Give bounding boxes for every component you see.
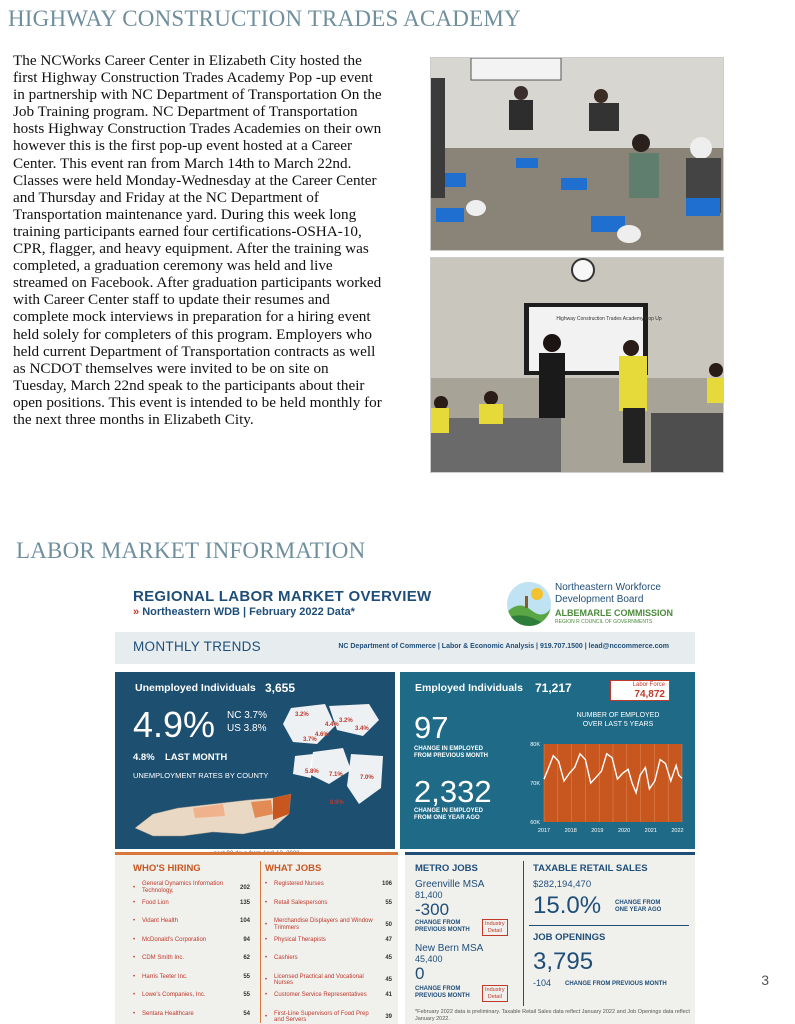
retail-change: 15.0%	[533, 892, 602, 919]
infographic-title: REGIONAL LABOR MARKET OVERVIEW	[133, 588, 432, 605]
detail-line-1: Industry	[485, 987, 505, 993]
chart-title	[548, 712, 688, 729]
jobs-name: Licensed Practical and Vocational Nurses	[274, 973, 364, 986]
bullet-icon: •	[133, 955, 136, 962]
detail-line-2: Detail	[487, 927, 502, 934]
retail-change-label-2: ONE YEAR AGO	[615, 907, 662, 913]
jobs-name: Merchandise Displayers and Window Trimmers	[274, 918, 373, 931]
hiring-count: 62	[243, 955, 250, 962]
list-item	[265, 974, 392, 987]
list-item	[265, 1011, 392, 1024]
bullet-icon: •	[133, 918, 136, 925]
unemployed-label: Unemployed Individuals	[135, 682, 256, 694]
screen-text: Highway Construction Trades Academy Pop Up	[556, 316, 662, 322]
openings-change-label: CHANGE FROM PREVIOUS MONTH	[565, 981, 667, 987]
jobs-name: Cashiers	[274, 955, 298, 961]
whos-hiring-title: WHO'S HIRING	[133, 863, 201, 874]
county-rate-8: 7.1%	[329, 772, 343, 778]
county-rate-7: 5.8%	[305, 769, 319, 775]
chart-title-1: NUMBER OF EMPLOYED	[576, 712, 660, 719]
us-rate: US 3.8%	[227, 723, 267, 734]
unemployment-rate: 4.9%	[133, 704, 216, 745]
metro2-change-label-1: CHANGE FROM	[415, 986, 461, 992]
county-rate-9: 7.0%	[360, 775, 374, 781]
hiring-name: McDonald's Corporation	[142, 936, 207, 943]
page-number: 3	[761, 972, 769, 988]
brand-name-1: Northeastern Workforce	[555, 582, 661, 593]
hiring-count: 104	[239, 918, 250, 925]
graduation-ceremony-image	[431, 258, 724, 473]
subtitle-text: Northeastern WDB | February 2022 Data*	[142, 606, 355, 618]
county-rate-1: 3.2%	[295, 712, 309, 718]
retail-change-label-1: CHANGE FROM	[615, 900, 661, 906]
brand-name-2: Development Board	[555, 594, 644, 605]
jobs-name: Retail Salespersons	[274, 899, 328, 906]
bullet-icon: •	[133, 992, 136, 999]
detail-line-2: Detail	[487, 993, 502, 1000]
bullet-icon: •	[265, 936, 268, 943]
openings-value: 3,795	[533, 948, 594, 975]
metro-panel	[405, 852, 695, 1024]
change-month-label-1: CHANGE IN EMPLOYED	[414, 746, 484, 752]
jobs-count: 45	[385, 977, 392, 983]
hiring-name: Harris Teeter Inc.	[142, 973, 188, 980]
y-tick-label: 60K	[530, 820, 540, 826]
hiring-count: 55	[243, 973, 250, 980]
change-year-label-2: FROM ONE YEAR AGO	[414, 815, 480, 821]
y-tick-label: 80K	[530, 742, 540, 748]
hiring-count: 135	[239, 899, 250, 906]
metro1-jobs: 81,400	[415, 890, 443, 900]
column-divider	[260, 861, 261, 1023]
county-rate-3: 3.2%	[339, 718, 353, 724]
jobs-name: Customer Service Representatives	[274, 992, 367, 998]
detail-line-1: Industry	[485, 921, 505, 927]
bullet-icon: •	[265, 1014, 268, 1020]
list-item	[133, 918, 250, 925]
metro1-industry-detail[interactable]	[482, 919, 508, 936]
footnote: *February 2022 data is preliminary. Taxable Retail Sales data reflect January 2022 and Job Openings data reflect January 2022.	[415, 1009, 690, 1022]
brand-name-3: ALBEMARLE COMMISSION	[555, 608, 673, 618]
nc-rate: NC 3.7%	[227, 710, 268, 721]
unemployed-value: 3,655	[265, 681, 296, 695]
monthly-trends-title: MONTHLY TRENDS	[133, 639, 261, 654]
county-rate-2: 4.4%	[325, 722, 339, 728]
hiring-name: General Dynamics Information Technology,	[142, 881, 224, 894]
jobs-count: 39	[385, 1014, 392, 1020]
training-photo	[430, 57, 724, 251]
labor-market-heading: LABOR MARKET INFORMATION	[16, 538, 366, 563]
county-rate-6: 3.7%	[303, 737, 317, 743]
list-item	[133, 974, 250, 981]
nc-county-map	[133, 784, 293, 844]
county-rate-10: 8.9%	[330, 800, 344, 806]
x-tick-label: 2021	[644, 828, 657, 834]
last-month-rate: 4.8%	[133, 752, 155, 763]
subtitle-arrow-icon: »	[133, 606, 140, 618]
bullet-icon: •	[265, 899, 268, 906]
board-brand	[555, 582, 695, 625]
labor-force-value: 74,872	[634, 689, 665, 700]
metro1-change-label-2: PREVIOUS MONTH	[415, 927, 470, 933]
metro2-jobs: 45,400	[415, 954, 443, 964]
change-year-label-1: CHANGE IN EMPLOYED	[414, 808, 484, 814]
trends-source: NC Department of Commerce | Labor & Economic Analysis | 919.707.1500 | lead@nccommerce.com	[338, 643, 669, 650]
jobs-count: 41	[385, 992, 392, 999]
county-label: UNEMPLOYMENT RATES BY COUNTY	[133, 771, 269, 780]
metro-jobs-title: METRO JOBS	[415, 863, 478, 874]
landscape-logo-icon	[507, 582, 551, 626]
metro2-industry-detail[interactable]	[482, 985, 508, 1002]
jobs-name: Physical Therapists	[274, 936, 326, 943]
hiring-count: 94	[243, 936, 250, 943]
retail-divider	[529, 925, 689, 926]
hiring-name: Sentara Healthcare	[142, 1010, 194, 1017]
employed-label: Employed Individuals	[415, 682, 523, 694]
jobs-count: 47	[385, 936, 392, 943]
chart-title-2: OVER LAST 5 YEARS	[582, 720, 654, 728]
unemployed-panel	[115, 672, 395, 849]
jobs-name: First-Line Supervisors of Food Prep and Servers	[274, 1010, 369, 1023]
bullet-icon: •	[133, 899, 136, 906]
list-item	[133, 937, 250, 944]
labor-force-label: Labor Force	[632, 682, 665, 688]
list-item	[133, 1011, 250, 1018]
retail-value: $282,194,470	[533, 879, 592, 890]
retail-title: TAXABLE RETAIL SALES	[533, 863, 648, 874]
list-item	[265, 955, 392, 962]
list-item	[265, 992, 392, 999]
bullet-icon: •	[133, 1010, 136, 1017]
employment-line-chart	[518, 734, 690, 849]
x-tick-label: 2017	[537, 828, 551, 834]
list-item	[133, 881, 250, 894]
bullet-icon: •	[265, 921, 268, 928]
y-tick-label: 70K	[530, 781, 540, 787]
metro2-change: 0	[415, 964, 425, 983]
hiring-count: 202	[239, 884, 250, 891]
county-rate-4: 4.6%	[315, 732, 329, 738]
list-item	[265, 881, 392, 888]
metro1-change: -300	[415, 900, 450, 919]
bullet-icon: •	[265, 977, 268, 983]
county-rate-5: 3.4%	[355, 726, 369, 732]
bullet-icon: •	[265, 992, 268, 999]
change-month-value: 97	[414, 710, 449, 745]
article-body: The NCWorks Career Center in Elizabeth City hosted the first Highway Construction Trades Academy Pop -up event in partnership with NC Department of Transportation On the Job Training program. NC Department of Transportation hosts Highway Construction Trades Academies on their own however this is the first pop-up event hosted at a Career Center. This event ran from March 14th to March 22nd. Classes were held Monday-Wednesday at the Career Center and Thursday and Friday at the NC Department of Transportation maintenance yard. During this week long training participants earned four certifications-OSHA-10, CPR, flagger, and heavy equipment. After the training was completed, a graduation ceremony was held and live streamed on Facebook. After graduation participants worked with Career Center staff to update their resumes and complete mock interviews in preparation for a hiring event held solely for completers of this program. Employers who held current Department of Transportation contracts as well as NCDOT themselves were invited to be on site on Tuesday, March 22nd speak to the participants about their open positions. This event is intended to be held monthly for the next three months in Elizabeth City.	[13, 52, 382, 428]
infographic-subtitle	[133, 606, 355, 618]
hiring-name: Lowe's Companies, Inc.	[142, 992, 206, 998]
list-item	[265, 918, 392, 931]
openings-change: -104	[533, 978, 552, 988]
list-item	[265, 900, 392, 907]
openings-title: JOB OPENINGS	[533, 932, 606, 943]
bullet-icon: •	[265, 955, 268, 962]
metro-divider	[523, 861, 524, 1006]
x-tick-label: 2018	[564, 828, 577, 834]
jobs-count: 106	[381, 881, 392, 888]
last-month-label: LAST MONTH	[165, 752, 228, 763]
jobs-name: Registered Nurses	[274, 881, 324, 887]
x-tick-label: 2020	[617, 828, 631, 834]
bullet-icon: •	[133, 884, 136, 891]
board-logo	[507, 582, 551, 626]
list-item	[133, 955, 250, 962]
what-jobs-title: WHAT JOBS	[265, 863, 322, 874]
bullet-icon: •	[133, 973, 136, 980]
hiring-panel	[115, 852, 398, 1024]
labor-force-box	[610, 680, 670, 701]
monthly-trends-bar	[115, 632, 695, 664]
list-item	[133, 900, 250, 907]
bullet-icon: •	[265, 881, 268, 888]
x-tick-label: 2019	[591, 828, 604, 834]
metro1-change-label-1: CHANGE FROM	[415, 920, 461, 926]
brand-name-4: REGION R COUNCIL OF GOVERNMENTS	[555, 619, 653, 625]
change-year-value: 2,332	[414, 774, 492, 809]
bullet-icon: •	[133, 936, 136, 943]
hiring-count: 54	[243, 1010, 250, 1017]
hiring-count: 55	[243, 992, 250, 999]
jobs-count: 55	[385, 899, 392, 906]
jobs-count: 45	[385, 955, 392, 962]
hiring-name: Food Lion	[142, 899, 169, 906]
x-tick-label: 2022	[671, 828, 684, 834]
metro2-change-label-2: PREVIOUS MONTH	[415, 993, 470, 999]
jobs-count: 50	[385, 921, 392, 928]
metro1-name: Greenville MSA	[415, 879, 485, 890]
list-item	[133, 992, 250, 999]
cpr-training-image	[431, 58, 724, 251]
hiring-name: CDM Smith Inc.	[142, 955, 185, 961]
metro2-name: New Bern MSA	[415, 943, 484, 954]
list-item	[265, 937, 392, 944]
labor-market-infographic	[115, 572, 695, 1024]
page-heading: HIGHWAY CONSTRUCTION TRADES ACADEMY	[8, 6, 521, 31]
hiring-name: Vidant Health	[142, 918, 178, 924]
employed-panel	[400, 672, 695, 849]
graduation-photo	[430, 257, 724, 473]
employed-value: 71,217	[535, 681, 572, 695]
change-month-label-2: FROM PREVIOUS MONTH	[414, 753, 489, 759]
